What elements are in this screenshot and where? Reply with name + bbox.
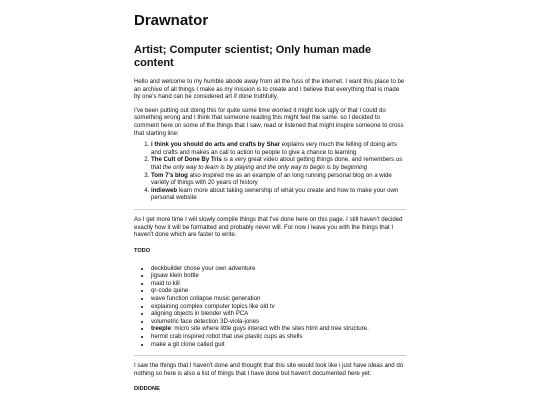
- inspiration-item: [151, 172, 406, 187]
- todo-heading: TODO: [134, 247, 151, 254]
- inspiration-item: [151, 141, 406, 156]
- inspiration-description: is a very great video about getting things done, and remembers us that: [151, 156, 403, 171]
- inspiration-link-shar[interactable]: i think you should do arts and crafts by Shar: [151, 141, 281, 149]
- todo-list: [134, 265, 406, 349]
- todo-item: • wave function collapse music generation: [151, 295, 406, 303]
- section-divider: [134, 209, 406, 210]
- inspiration-description: explains very much the felling of doing arts and crafts and makes an call to action to people to give a chance to learning: [151, 141, 397, 156]
- site-subtitle: Artist; Computer scientist; Only human made content: [134, 44, 372, 69]
- todo-item: • qr-code quine: [151, 287, 406, 295]
- inspiration-description: also inspired me as an example of an long running personal blog on a wide variety of things with 20 years of history: [151, 171, 392, 187]
- todo-item: [151, 325, 406, 333]
- done-note-paragraph: I saw the things that I haven't done and thought that this site would look like i just have ideas and do nothing so here is also a list of things that I have done but haven't documented here yet:: [134, 362, 404, 377]
- site-title: Drawnator: [134, 12, 209, 29]
- page-content: [134, 0, 406, 393]
- inspiration-description: learn more about taking ownership of what you create and how to make your own personal website: [151, 186, 399, 202]
- inspiration-list: [134, 141, 406, 202]
- inspiration-item: [151, 187, 406, 202]
- todo-item: • deckbuilder chose your own adventure: [151, 265, 406, 273]
- todo-item: • aligning objects in blender with PCA: [151, 310, 406, 318]
- intro-paragraph: Hello and welcome to my humble abode away from all the fuss of the internet. I want this place to be an archive of all things I make as my mission is to create and I believe that everything that is made by one's hand can be considered art if done truthfully.: [134, 78, 405, 101]
- todo-item: • make a git clone called guit: [151, 341, 406, 349]
- compile-note-paragraph: As I get more time I will slowly compile things that I've done here on this page. I still haven't decided exactly how it will be formatted and probably never will. For now I leave you with the things that I haven't done which are faster to write.: [134, 215, 403, 239]
- inspiration-item: [151, 156, 406, 171]
- todo-item: • volumetric face detection 3D-viola-jones: [151, 318, 406, 326]
- diddone-heading: DIDDONE: [134, 386, 160, 393]
- treeple-link[interactable]: treeple: [151, 325, 171, 333]
- section-divider: [134, 355, 406, 356]
- inspiration-quote: the only way to learn is by playing and the only way to begin is by beginning: [162, 163, 368, 171]
- todo-item: • jigsaw klein bottle: [151, 272, 406, 280]
- todo-item: • explaining complex computer topics like old tv: [151, 303, 406, 311]
- inspiration-intro-paragraph: I've been putting out doing this for quite some time worried it might look ugly or that I could do something wrong and I think that someone reading this might feel the same. so I decided to comment here on some of the things that I saw, read or listened that might inspire someone to cross that starting line:: [134, 106, 404, 137]
- inspiration-link-indieweb[interactable]: indieweb: [151, 186, 178, 194]
- todo-item-description: : micro site where little guys interact with the sites html and tree structure.: [170, 325, 369, 333]
- todo-item: • maid to kill: [151, 280, 406, 288]
- inspiration-link-tom7[interactable]: Tom 7's blog: [151, 171, 188, 179]
- todo-item: • hermit crab inspired robot that use plastic cups as shells: [151, 333, 406, 341]
- inspiration-link-cult-of-done[interactable]: The Cult of Done By Tris: [151, 156, 222, 164]
